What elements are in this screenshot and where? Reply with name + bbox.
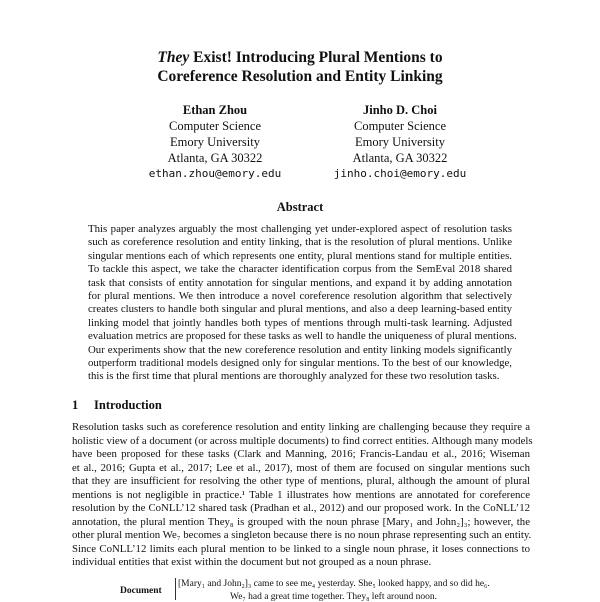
author-dept: Computer Science: [169, 119, 261, 133]
section-title: Introduction: [94, 398, 162, 412]
author-university: Emory University: [170, 135, 260, 149]
table-row-label: Document: [120, 586, 162, 596]
intro-line: that they are insufficient for resolving the other type of mentions, plural, although the amount of plural: [72, 475, 530, 487]
abstract-line: Our experiments show that the new coreference resolution and entity linking models significantly: [88, 343, 512, 356]
intro-line: et al., 2016; Gupta et al., 2017; Lee et al., 2017), most of them are focused on singular mentions such: [72, 461, 530, 474]
abstract-line: evaluation metrics are proposed for these tasks as well to handle the uniqueness of plural mentions.: [88, 330, 517, 343]
abstract-line: such as coreference resolution and entity linking, that is the resolution of plural mentions. Unlike: [88, 236, 512, 249]
intro-line: have been proposed for these tasks (Clark and Manning, 2016; Francis-Landau et al., 2016; Wiseman: [72, 448, 530, 460]
author-name: Ethan Zhou: [182, 103, 248, 117]
introduction-body: [72, 421, 533, 570]
author-city: Atlanta, GA 30322: [167, 151, 263, 165]
author-city: Atlanta, GA 30322: [352, 151, 448, 165]
author-university: Emory University: [355, 135, 445, 149]
intro-line: other plural mention We₇ becomes a singleton because there is no noun phrase representing such an entity.: [72, 529, 532, 541]
table-text-line: We₇ had a great time together. They₈ left around noon.: [230, 592, 437, 602]
intro-line: Since CoNLL’12 limits each plural mention to be linked to a single noun phrase, it loses connections to: [72, 542, 530, 555]
author-email[interactable]: ethan.zhou@emory.edu: [148, 167, 282, 180]
abstract-line: creates clusters to handle both singular and plural mentions, and also a deep learning-based entity: [88, 303, 512, 316]
abstract-heading: Abstract: [276, 200, 324, 214]
author-email[interactable]: jinho.choi@emory.edu: [333, 167, 467, 180]
author-block-2: [300, 102, 500, 182]
author-name: Jinho D. Choi: [363, 103, 437, 117]
abstract-line: linking model that jointly handles both types of mentions through multi-task learning. Adjusted: [88, 316, 512, 329]
intro-line: individual entities that exist within the document but not grouped as a noun phrase.: [72, 556, 432, 568]
abstract-line: singular mentions each of which represents one entity, plural mentions stand for multiple entities.: [88, 249, 512, 262]
table-divider: [175, 578, 176, 600]
intro-line: mentions is not negligible in practice.¹ Table 1 illustrates how mentions are annotated for coreference: [72, 488, 530, 501]
abstract-line: outperform traditional models designed only for singular mentions. To the best of our knowledge,: [88, 357, 512, 370]
intro-line: resolution by the CoNLL’12 shared task (Pradhan et al., 2012) and our proposed work. In the CoNLL’12: [72, 502, 530, 514]
paper-title: [0, 48, 600, 86]
title-emphasis: They: [157, 49, 190, 66]
abstract-line: To tackle this aspect, we take the character identification corpus from the SemEval 2018 shared: [88, 263, 512, 276]
title-line-1-rest: Exist! Introducing Plural Mentions to: [189, 49, 443, 66]
abstract-line: this is the first time that plural mentions are thoroughly analyzed for these two resolution tasks.: [88, 370, 500, 383]
intro-line: Resolution tasks such as coreference resolution and entity linking are challenging because they require a: [72, 421, 530, 433]
abstract-line: for plural mentions. We then introduce a novel coreference resolution algorithm that selectively: [88, 290, 512, 303]
intro-line: annotation, the plural mention They₈ is grouped with the noun phrase [Mary₁ and John₂]₃; however, the: [72, 515, 530, 528]
title-line-2: Coreference Resolution and Entity Linking: [157, 68, 443, 85]
intro-line: holistic view of a document (or across multiple documents) to find correct entities. Although many models: [72, 434, 533, 447]
abstract-body: [88, 223, 517, 384]
section-number: 1: [72, 398, 79, 412]
table-text-line: [Mary₁ and John₂]₃ came to see me₄ yesterday. She₅ looked happy, and so did he₆.: [178, 579, 490, 589]
section-heading: [72, 398, 162, 413]
author-block-1: [115, 102, 315, 182]
title-line-1: [0, 48, 600, 67]
abstract-line: task that consists of entity annotation for singular mentions, and expand it by adding annotation: [88, 276, 512, 289]
abstract-line: This paper analyzes arguably the most challenging yet under-explored aspect of resolution tasks: [88, 223, 512, 235]
author-dept: Computer Science: [354, 119, 446, 133]
